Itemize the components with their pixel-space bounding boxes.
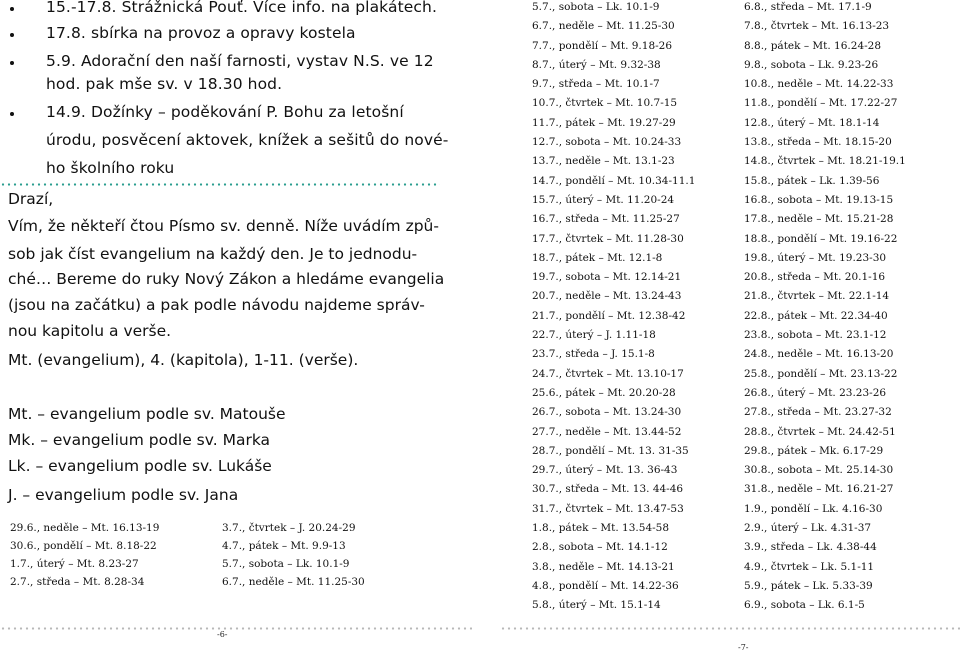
letter-greeting: Drazí,	[8, 190, 54, 208]
schedule-column	[222, 521, 365, 593]
schedule-entry: 15.7., úterý – Mt. 11.20-24	[532, 193, 675, 206]
schedule-entry: 2.7., středa – Mt. 8.28-34	[10, 576, 145, 588]
schedule-entry: 5.9., pátek – Lk. 5.33-39	[744, 579, 873, 592]
event-text: 17.8. sbírka na provoz a opravy kostela	[46, 24, 356, 42]
schedule-entry: 9.8., sobota – Lk. 9.23-26	[744, 58, 879, 71]
schedule-entry: 8.7., úterý – Mt. 9.32-38	[532, 58, 661, 71]
schedule-entry: 23.7., středa – J. 15.1-8	[532, 348, 655, 361]
schedule-entry: 6.7., neděle – Mt. 11.25-30	[532, 20, 675, 33]
letter-line: Vím, že někteří čtou Písmo sv. denně. Níže uvádím způ-	[8, 217, 439, 235]
schedule-entry: 6.7., neděle – Mt. 11.25-30	[222, 576, 365, 588]
schedule-entry: 16.7., středa – Mt. 11.25-27	[532, 213, 680, 226]
footer-dotted-line	[0, 627, 472, 630]
event-text: 15.-17.8. Strážnická Pouť. Více info. na plakátech.	[46, 0, 437, 16]
schedule-entry: 3.8., neděle – Mt. 14.13-21	[532, 560, 675, 573]
schedule-column	[744, 0, 906, 618]
schedule-entry: 28.7., pondělí – Mt. 13. 31-35	[532, 444, 689, 457]
schedule-entry: 18.7., pátek – Mt. 12.1-8	[532, 251, 663, 264]
schedule-entry: 31.7., čtvrtek – Mt. 13.47-53	[532, 502, 684, 515]
schedule-entry: 12.7., sobota – Mt. 10.24-33	[532, 136, 682, 149]
dotted-divider	[0, 183, 440, 186]
schedule-entry: 29.6., neděle – Mt. 16.13-19	[10, 522, 160, 534]
schedule-entry: 23.8., sobota – Mt. 23.1-12	[744, 329, 887, 342]
page-number: -7-	[738, 643, 749, 652]
schedule-entry: 27.8., středa – Mt. 23.27-32	[744, 406, 892, 419]
schedule-entry: 26.8., úterý – Mt. 23.23-26	[744, 386, 887, 399]
gospel-abbrev: J. – evangelium podle sv. Jana	[8, 486, 239, 504]
schedule-entry: 22.8., pátek – Mt. 22.34-40	[744, 309, 888, 322]
schedule-entry: 30.8., sobota – Mt. 25.14-30	[744, 464, 894, 477]
event-text: úrodu, posvěcení aktovek, knížek a sešitů do nové-	[46, 131, 449, 149]
schedule-entry: 1.7., úterý – Mt. 8.23-27	[10, 558, 139, 570]
schedule-entry: 4.7., pátek – Mt. 9.9-13	[222, 540, 346, 552]
schedule-entry: 15.8., pátek – Lk. 1.39-56	[744, 174, 880, 187]
page-number: -6-	[217, 630, 228, 639]
letter-line: sob jak číst evangelium na každý den. Je to jednodu-	[8, 245, 418, 263]
gospel-abbrev: Mt. – evangelium podle sv. Matouše	[8, 405, 286, 423]
schedule-entry: 30.7., středa – Mt. 13. 44-46	[532, 483, 684, 496]
schedule-entry: 31.8., neděle – Mt. 16.21-27	[744, 483, 894, 496]
schedule-entry: 28.8., čtvrtek – Mt. 24.42-51	[744, 425, 896, 438]
gospel-abbrev: Lk. – evangelium podle sv. Lukáše	[8, 457, 272, 475]
schedule-entry: 17.7., čtvrtek – Mt. 11.28-30	[532, 232, 684, 245]
event-text: 5.9. Adorační den naší farnosti, vystav N.S. ve 12	[46, 52, 434, 70]
schedule-entry: 29.7., úterý – Mt. 13. 36-43	[532, 464, 678, 477]
schedule-entry: 5.8., úterý – Mt. 15.1-14	[532, 599, 661, 612]
schedule-entry: 10.7., čtvrtek – Mt. 10.7-15	[532, 97, 678, 110]
schedule-entry: 6.8., středa – Mt. 17.1-9	[744, 1, 872, 13]
schedule-entry: 26.7., sobota – Mt. 13.24-30	[532, 406, 682, 419]
schedule-entry: 19.8., úterý – Mt. 19.23-30	[744, 251, 887, 264]
schedule-entry: 29.8., pátek – Mk. 6.17-29	[744, 444, 884, 457]
schedule-entry: 2.9., úterý – Lk. 4.31-37	[744, 522, 872, 535]
schedule-entry: 24.8., neděle – Mt. 16.13-20	[744, 348, 894, 361]
schedule-entry: 9.7., středa – Mt. 10.1-7	[532, 78, 660, 91]
schedule-entry: 11.8., pondělí – Mt. 17.22-27	[744, 97, 898, 110]
schedule-entry: 14.7., pondělí – Mt. 10.34-11.1	[532, 174, 696, 187]
letter-line: ché… Bereme do ruky Nový Zákon a hledáme evangelia	[8, 270, 445, 288]
schedule-entry: 3.9., středa – Lk. 4.38-44	[744, 541, 877, 554]
schedule-entry: 4.9., čtvrtek – Lk. 5.1-11	[744, 560, 875, 573]
letter-line: nou kapitolu a verše.	[8, 322, 172, 340]
schedule-entry: 5.7., sobota – Lk. 10.1-9	[222, 558, 350, 570]
event-text: hod. pak mše sv. v 18.30 hod.	[46, 75, 283, 93]
schedule-entry: 14.8., čtvrtek – Mt. 18.21-19.1	[744, 155, 906, 168]
bullet-icon	[10, 112, 14, 116]
letter-line: (jsou na začátku) a pak podle návodu najdeme správ-	[8, 296, 425, 314]
schedule-entry: 11.7., pátek – Mt. 19.27-29	[532, 116, 676, 129]
bullet-icon	[10, 33, 14, 37]
gospel-abbrev: Mk. – evangelium podle sv. Marka	[8, 431, 271, 449]
schedule-entry: 4.8., pondělí – Mt. 14.22-36	[532, 579, 679, 592]
schedule-entry: 6.9., sobota – Lk. 6.1-5	[744, 599, 865, 612]
schedule-entry: 1.8., pátek – Mt. 13.54-58	[532, 522, 670, 535]
schedule-column	[532, 0, 695, 618]
footer-dotted-line	[500, 627, 960, 630]
schedule-entry: 27.7., neděle – Mt. 13.44-52	[532, 425, 682, 438]
bullet-icon	[10, 7, 14, 11]
letter-line: Mt. (evangelium), 4. (kapitola), 1-11. (verše).	[8, 351, 359, 369]
schedule-entry: 7.7., pondělí – Mt. 9.18-26	[532, 39, 673, 52]
schedule-entry: 20.8., středa – Mt. 20.1-16	[744, 271, 886, 284]
bullet-icon	[10, 61, 14, 65]
schedule-entry: 1.9., pondělí – Lk. 4.16-30	[744, 502, 883, 515]
schedule-entry: 5.7., sobota – Lk. 10.1-9	[532, 1, 660, 13]
schedule-entry: 2.8., sobota – Mt. 14.1-12	[532, 541, 668, 554]
schedule-column	[10, 521, 159, 593]
event-text: 14.9. Dožínky – poděkování P. Bohu za letošní	[46, 103, 404, 121]
schedule-entry: 3.7., čtvrtek – J. 20.24-29	[222, 522, 356, 534]
schedule-entry: 16.8., sobota – Mt. 19.13-15	[744, 193, 894, 206]
schedule-entry: 17.8., neděle – Mt. 15.21-28	[744, 213, 894, 226]
schedule-entry: 8.8., pátek – Mt. 16.24-28	[744, 39, 882, 52]
schedule-entry: 19.7., sobota – Mt. 12.14-21	[532, 271, 682, 284]
schedule-entry: 30.6., pondělí – Mt. 8.18-22	[10, 540, 157, 552]
schedule-entry: 20.7., neděle – Mt. 13.24-43	[532, 290, 682, 303]
schedule-entry: 10.8., neděle – Mt. 14.22-33	[744, 78, 894, 91]
schedule-entry: 7.8., čtvrtek – Mt. 16.13-23	[744, 20, 890, 33]
event-text: ho školního roku	[46, 159, 175, 177]
schedule-entry: 13.7., neděle – Mt. 13.1-23	[532, 155, 675, 168]
schedule-entry: 25.6., pátek – Mt. 20.20-28	[532, 386, 676, 399]
schedule-entry: 24.7., čtvrtek – Mt. 13.10-17	[532, 367, 684, 380]
schedule-entry: 18.8., pondělí – Mt. 19.16-22	[744, 232, 898, 245]
schedule-entry: 13.8., středa – Mt. 18.15-20	[744, 136, 892, 149]
right-page	[480, 0, 960, 653]
schedule-entry: 21.8., čtvrtek – Mt. 22.1-14	[744, 290, 890, 303]
schedule-entry: 25.8., pondělí – Mt. 23.13-22	[744, 367, 898, 380]
schedule-entry: 22.7., úterý – J. 1.11-18	[532, 329, 656, 342]
schedule-entry: 12.8., úterý – Mt. 18.1-14	[744, 116, 880, 129]
schedule-entry: 21.7., pondělí – Mt. 12.38-42	[532, 309, 686, 322]
